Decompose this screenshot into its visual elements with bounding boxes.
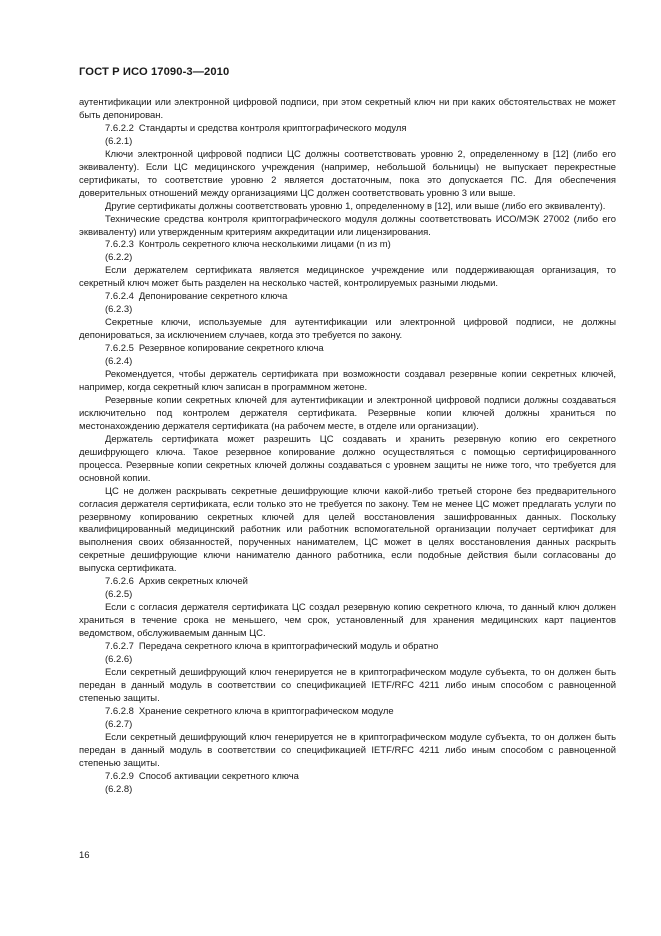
- paragraph: Технические средства контроля криптографического модуля должны соответствовать ИСО/МЭК 27002 (либо его эквиваленту) или утвержденным критериям аккредитации или лицензирования.: [79, 213, 616, 238]
- section-title: Хранение секретного ключа в криптографическом модуле: [138, 705, 394, 717]
- paragraph: ЦС не должен раскрывать секретные дешифрующие ключи какой-либо третьей стороне без предварительного согласия держателя сертификата, если только это не требуется по закону. Тем не менее ЦС может предлагать услуги по резервному копированию секретных ключей для целей восстановления зашифрованных данных. Поскольку квалифицированный медицинский работник или работник вспомогательной организации получает сертификат для выполнения своих обязанностей, порученных нанимателем, ЦС может в целях восстановления данных раскрыть секретные дешифрующие ключи нанимателю данного работника, если подобные действия были согласованы до выпуска сертификата.: [79, 485, 616, 575]
- clause-reference: (6.2.3): [105, 304, 133, 316]
- section-number: 7.6.2.5: [105, 343, 134, 355]
- section-number: 7.6.2.6: [105, 576, 134, 588]
- section-heading: [79, 343, 616, 356]
- paragraph: Рекомендуется, чтобы держатель сертификата при возможности создавал резервные копии секретных ключей, например, когда секретный ключ записан в программном жетоне.: [79, 369, 616, 393]
- clause-reference: (6.2.5): [105, 589, 133, 601]
- clause-reference: (6.2.6): [105, 653, 133, 665]
- paragraph: Секретные ключи, используемые для аутентификации или электронной цифровой подписи, не должны депонироваться, за исключением случаев, когда это требуется по закону.: [79, 317, 616, 342]
- document-body: [79, 97, 616, 796]
- section-number: 7.6.2.7: [105, 641, 134, 653]
- paragraph: Если секретный дешифрующий ключ генерируется не в криптографическом модуле субъекта, то он должен быть передан в данный модуль в соответствии со спецификацией IETF/RFC 4211 либо иным способом с равноценной степенью защиты.: [79, 731, 616, 769]
- paragraph: Если секретный дешифрующий ключ генерируется не в криптографическом модуле субъекта, то он должен быть передан в данный модуль в соответствии со спецификацией IETF/RFC 4211 либо иным способом с равноценной степенью защиты.: [79, 666, 616, 704]
- paragraph: Если с согласия держателя сертификата ЦС создал резервную копию секретного ключа, то данный ключ должен храниться в течение срока не меньшего, чем срок, установленный для хранения медицинских карт пациентов ведомством, обслуживаемым данным ЦС.: [79, 602, 616, 640]
- section-heading: [79, 123, 616, 136]
- section-number: 7.6.2.4: [105, 291, 134, 303]
- clause-reference: (6.2.2): [105, 252, 133, 264]
- paragraph: Ключи электронной цифровой подписи ЦС должны соответствовать уровню 2, определенному в [12] (либо его эквиваленту). Если ЦС медицинского учреждения (например, небольшой больницы) не выпускает перекрестные сертификаты, то соответствие уровню 2 является достаточным, пока это допускается ПС. Для обеспечения доверительных отношений между организациями ЦС должен соответствовать уровню 3 или выше.: [79, 148, 616, 199]
- clause-reference: (6.2.4): [105, 356, 133, 368]
- section-title: Депонирование секретного ключа: [138, 291, 288, 303]
- section-title: Архив секретных ключей: [138, 576, 248, 588]
- section-title: Передача секретного ключа в криптографический модуль и обратно: [138, 641, 439, 653]
- section-heading: [79, 706, 616, 719]
- paragraph: Держатель сертификата может разрешить ЦС создавать и хранить резервную копию его секретного дешифрующего ключа. Такое резервное копирование должно осуществляться с помощью сертифицированного процесса. Резервные копии секретных ключей должны создаваться с уровнем защиты не ниже того, что требуется для основной копии.: [79, 433, 616, 484]
- section-number: 7.6.2.2: [105, 122, 134, 134]
- section-number: 7.6.2.9: [105, 770, 134, 782]
- clause-reference: (6.2.8): [105, 783, 133, 795]
- section-number: 7.6.2.8: [105, 705, 134, 717]
- section-heading: [79, 291, 616, 304]
- section-heading: [79, 239, 616, 252]
- paragraph: Другие сертификаты должны соответствовать уровню 1, определенному в [12], или выше (либо его эквиваленту).: [105, 200, 606, 212]
- section-title: Способ активации секретного ключа: [138, 770, 299, 782]
- section-title: Стандарты и средства контроля криптографического модуля: [138, 122, 407, 134]
- section-title: Контроль секретного ключа несколькими лицами (n из m): [138, 239, 391, 251]
- clause-reference: (6.2.1): [105, 135, 133, 147]
- page-number: 16: [79, 850, 90, 861]
- section-title: Резервное копирование секретного ключа: [138, 343, 324, 355]
- paragraph: Если держателем сертификата является медицинское учреждение или поддерживающая организация, то секретный ключ может быть разделен на несколько частей, контролируемых разными людьми.: [79, 265, 616, 290]
- section-heading: [79, 641, 616, 654]
- section-heading: [79, 576, 616, 589]
- page-header: ГОСТ Р ИСО 17090-3—2010: [79, 66, 230, 78]
- section-number: 7.6.2.3: [105, 239, 134, 251]
- section-heading: [79, 771, 616, 784]
- paragraph: Резервные копии секретных ключей для аутентификации и электронной цифровой подписи должны создаваться исключительно под контролем держателя сертификата. Резервные копии ключей должны храниться по местонахождению держателя сертификата (на рабочем месте, в отделе или организации).: [79, 394, 616, 432]
- clause-reference: (6.2.7): [105, 718, 133, 730]
- paragraph: аутентификации или электронной цифровой подписи, при этом секретный ключ ни при каких обстоятельствах не может быть депонирован.: [79, 97, 616, 121]
